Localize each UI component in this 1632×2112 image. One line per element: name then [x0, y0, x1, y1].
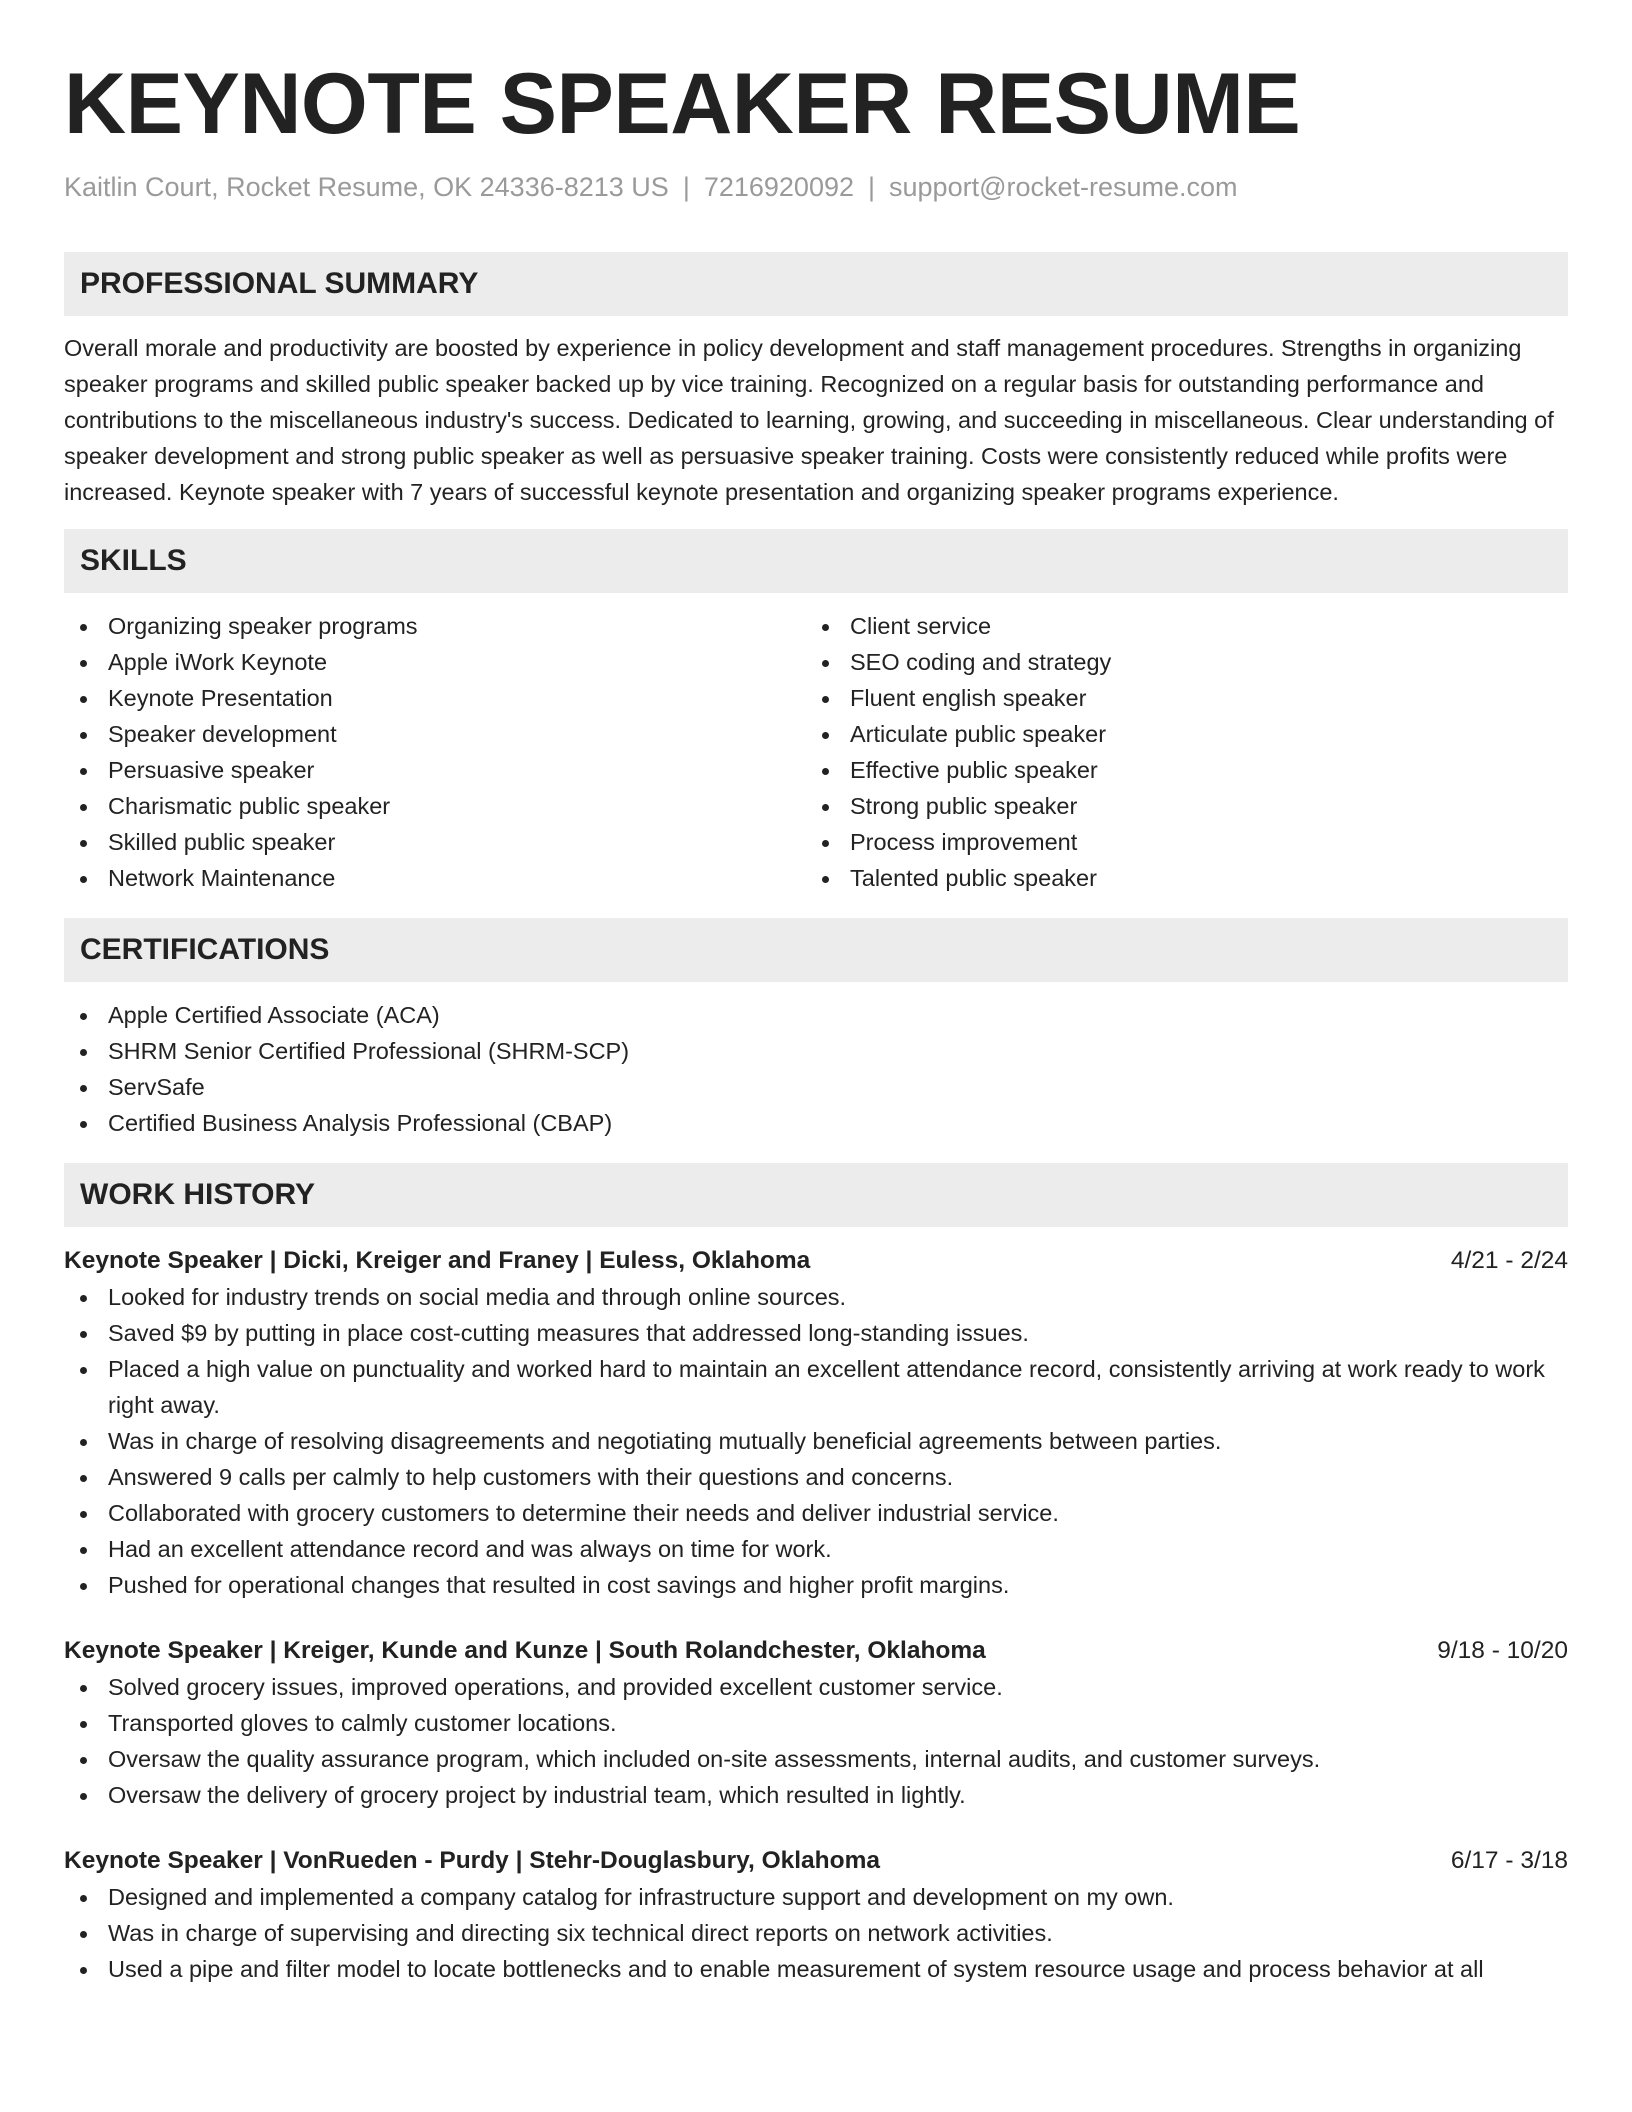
- job-title: Keynote Speaker | VonRueden - Purdy | Stehr-Douglasbury, Oklahoma: [64, 1847, 881, 1875]
- job-bullet: Oversaw the quality assurance program, which included on-site assessments, internal audits, and customer surveys.: [64, 1741, 1568, 1777]
- contact-separator: |: [682, 171, 690, 202]
- skill-item: Articulate public speaker: [806, 716, 1548, 752]
- resume-title: KEYNOTE SPEAKER RESUME: [64, 56, 1301, 152]
- skill-item: Effective public speaker: [806, 752, 1548, 788]
- job-dates: 6/17 - 3/18: [1450, 1847, 1568, 1875]
- skill-item: Network Maintenance: [64, 860, 806, 896]
- certification-item: SHRM Senior Certified Professional (SHRM-SCP): [64, 1033, 1568, 1069]
- job-bullet: Designed and implemented a company catalog for infrastructure support and development on my own.: [64, 1879, 1568, 1915]
- work-heading: WORK HISTORY: [64, 1163, 1568, 1227]
- skills-heading: SKILLS: [64, 529, 1568, 593]
- certification-item: Apple Certified Associate (ACA): [64, 997, 1568, 1033]
- job-bullet: Oversaw the delivery of grocery project by industrial team, which resulted in lightly.: [64, 1777, 1568, 1813]
- contact-separator: |: [868, 171, 876, 202]
- skills-grid: [64, 608, 1568, 896]
- skill-item: Talented public speaker: [806, 860, 1548, 896]
- job-bullet: Looked for industry trends on social media and through online sources.: [64, 1279, 1568, 1315]
- skill-item: Skilled public speaker: [64, 824, 806, 860]
- job-bullet-list: [64, 1879, 1568, 1987]
- summary-heading: PROFESSIONAL SUMMARY: [64, 252, 1568, 316]
- job-bullet: Used a pipe and filter model to locate bottlenecks and to enable measurement of system resource usage and process behavior at all: [64, 1951, 1568, 1987]
- job-bullet-list: [64, 1279, 1568, 1603]
- skill-item: Organizing speaker programs: [64, 608, 806, 644]
- contact-phone: 7216920092: [703, 171, 854, 202]
- summary-text: Overall morale and productivity are boosted by experience in policy development and staff management procedures. Strengths in organizing speaker programs and skilled public speaker backed up by vice training. Recognized on a regular basis for outstanding performance and contributions to the miscellaneous industry's success. Dedicated to learning, growing, and succeeding in miscellaneous. Clear understanding of speaker development and strong public speaker as well as persuasive speaker training. Costs were consistently reduced while profits were increased. Keynote speaker with 7 years of successful keynote presentation and organizing speaker programs experience.: [64, 335, 1554, 506]
- certification-item: ServSafe: [64, 1069, 1568, 1105]
- job-bullet: Saved $9 by putting in place cost-cutting measures that addressed long-standing issues.: [64, 1315, 1568, 1351]
- certification-item: Certified Business Analysis Professional (CBAP): [64, 1105, 1568, 1141]
- skills-list-right: [806, 608, 1548, 896]
- job-bullet: Answered 9 calls per calmly to help customers with their questions and concerns.: [64, 1459, 1568, 1495]
- job-header: [64, 1633, 1568, 1669]
- skill-item: Fluent english speaker: [806, 680, 1548, 716]
- job-bullet: Was in charge of supervising and directing six technical direct reports on network activities.: [64, 1915, 1568, 1951]
- skill-item: Process improvement: [806, 824, 1548, 860]
- contact-line: [64, 171, 1568, 203]
- job-bullet: Collaborated with grocery customers to determine their needs and deliver industrial service.: [64, 1495, 1568, 1531]
- skill-item: SEO coding and strategy: [806, 644, 1548, 680]
- skill-item: Keynote Presentation: [64, 680, 806, 716]
- job-dates: 9/18 - 10/20: [1437, 1637, 1568, 1665]
- job-header: [64, 1243, 1568, 1279]
- skill-item: Charismatic public speaker: [64, 788, 806, 824]
- contact-address: Kaitlin Court, Rocket Resume, OK 24336-8213 US: [64, 171, 669, 202]
- skill-item: Client service: [806, 608, 1548, 644]
- job-entry: [64, 1843, 1568, 1987]
- job-title: Keynote Speaker | Dicki, Kreiger and Franey | Euless, Oklahoma: [64, 1247, 811, 1275]
- job-bullet: Transported gloves to calmly customer locations.: [64, 1705, 1568, 1741]
- job-bullet-list: [64, 1669, 1568, 1813]
- job-header: [64, 1843, 1568, 1879]
- skill-item: Apple iWork Keynote: [64, 644, 806, 680]
- skill-item: Speaker development: [64, 716, 806, 752]
- job-title: Keynote Speaker | Kreiger, Kunde and Kunze | South Rolandchester, Oklahoma: [64, 1637, 986, 1665]
- skill-item: Strong public speaker: [806, 788, 1548, 824]
- skills-list-left: [64, 608, 806, 896]
- contact-email[interactable]: support@rocket-resume.com: [889, 171, 1238, 202]
- job-dates: 4/21 - 2/24: [1450, 1247, 1568, 1275]
- job-bullet: Had an excellent attendance record and was always on time for work.: [64, 1531, 1568, 1567]
- job-bullet: Pushed for operational changes that resulted in cost savings and higher profit margins.: [64, 1567, 1568, 1603]
- skill-item: Persuasive speaker: [64, 752, 806, 788]
- certifications-list: [64, 997, 1568, 1141]
- job-bullet: Was in charge of resolving disagreements and negotiating mutually beneficial agreements between parties.: [64, 1423, 1568, 1459]
- certifications-heading: CERTIFICATIONS: [64, 918, 1568, 982]
- job-bullet: Solved grocery issues, improved operations, and provided excellent customer service.: [64, 1669, 1568, 1705]
- job-entry: [64, 1243, 1568, 1603]
- job-bullet: Placed a high value on punctuality and worked hard to maintain an excellent attendance record, consistently arriving at work ready to work right away.: [64, 1351, 1568, 1423]
- resume-page: [64, 0, 1568, 1987]
- job-entry: [64, 1633, 1568, 1813]
